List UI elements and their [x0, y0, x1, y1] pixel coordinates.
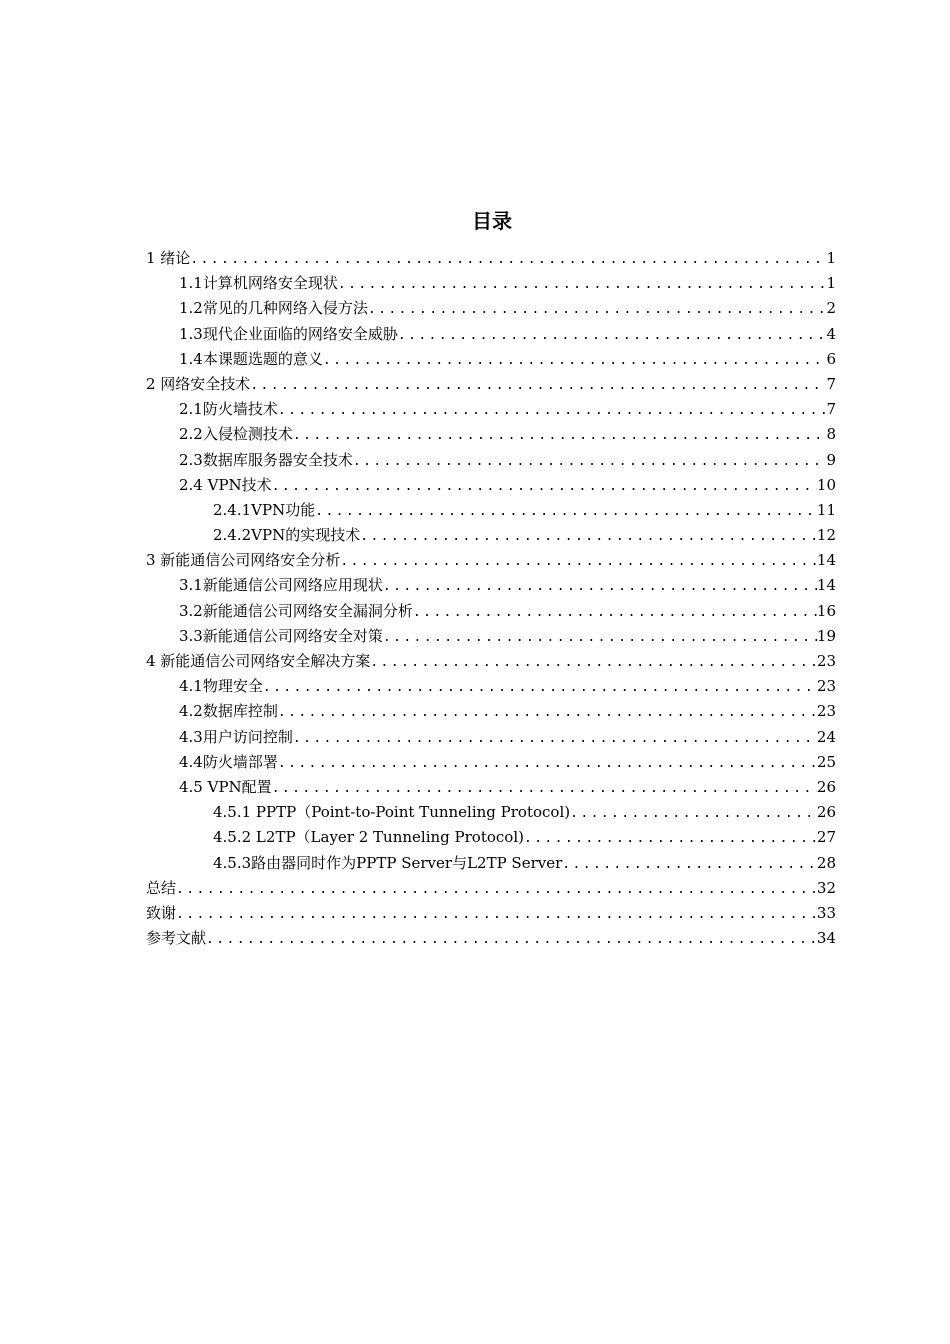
toc-entry-page-number: 10 — [816, 475, 836, 494]
toc-entry-page-number: 8 — [826, 425, 836, 444]
toc-entry[interactable] — [146, 725, 836, 750]
toc-entry-page-number: 27 — [816, 828, 836, 847]
toc-entry-label: 4.1物理安全 — [179, 677, 263, 696]
toc-entry-label: 2.2入侵检测技术 — [179, 425, 293, 444]
toc-entry[interactable] — [146, 901, 836, 926]
toc-entry-label: 4.5.1 PPTP（Point-to-Point Tunneling Protocol) — [213, 803, 571, 822]
toc-entry-label: 4.4防火墙部署 — [179, 752, 278, 771]
toc-entry-label: 1.4本课题选题的意义 — [179, 349, 323, 368]
toc-entry-page-number: 7 — [826, 400, 836, 419]
page-title: 目录 — [472, 209, 512, 233]
toc-entry-page-number: 16 — [816, 601, 836, 620]
toc-entry-page-number: 24 — [816, 727, 836, 746]
toc-dot-leader — [570, 800, 817, 826]
toc-entry-page-number: 34 — [816, 929, 836, 948]
toc-entry[interactable] — [146, 322, 836, 347]
toc-entry-label: 2.1防火墙技术 — [179, 400, 278, 419]
toc-entry-page-number: 33 — [816, 903, 836, 922]
toc-entry-page-number: 14 — [816, 551, 836, 570]
toc-dot-leader — [206, 926, 817, 952]
toc-entry-page-number: 1 — [826, 249, 836, 267]
toc-dot-leader — [272, 775, 817, 801]
toc-entry-page-number: 7 — [826, 374, 836, 393]
toc-entry-page-number: 26 — [816, 777, 836, 796]
toc-entry[interactable] — [146, 599, 836, 624]
toc-dot-leader — [315, 498, 817, 524]
toc-dot-leader — [524, 825, 817, 851]
toc-entry-page-number: 4 — [826, 324, 836, 343]
toc-dot-leader — [293, 422, 827, 448]
toc-entry-page-number: 23 — [816, 677, 836, 696]
toc-entry-page-number: 6 — [826, 349, 836, 368]
toc-entry-page-number: 12 — [816, 526, 836, 545]
toc-entry[interactable] — [146, 347, 836, 372]
toc-dot-leader — [278, 397, 827, 423]
toc-entry-label: 1.3现代企业面临的网络安全威胁 — [179, 324, 398, 343]
toc-entry-page-number: 11 — [816, 500, 836, 519]
toc-entry-label: 1.2常见的几种网络入侵方法 — [179, 299, 368, 318]
toc-entry-page-number: 26 — [816, 803, 836, 822]
toc-entry[interactable] — [146, 800, 836, 825]
toc-entry[interactable] — [146, 674, 836, 699]
toc-entry-page-number: 25 — [816, 752, 836, 771]
toc-entry-label: 4.5.2 L2TP（Layer 2 Tunneling Protocol) — [213, 828, 524, 847]
toc-entry-label: 4.3用户访问控制 — [179, 727, 293, 746]
toc-dot-leader — [368, 296, 827, 322]
toc-entry-label: 3.1新能通信公司网络应用现状 — [179, 576, 383, 595]
toc-entry-page-number: 23 — [816, 652, 836, 670]
toc-dot-leader — [353, 448, 827, 474]
toc-entry-page-number: 28 — [816, 853, 836, 872]
toc-dot-leader — [398, 322, 827, 348]
toc-entry[interactable] — [146, 926, 836, 951]
toc-entry-label: 4.5 VPN配置 — [179, 777, 272, 796]
toc-entry[interactable] — [146, 271, 836, 296]
toc-dot-leader — [293, 725, 817, 751]
toc-dot-leader — [278, 750, 817, 776]
toc-entry[interactable] — [146, 851, 836, 876]
toc-dot-leader — [370, 649, 817, 675]
toc-entry-page-number: 1 — [826, 274, 836, 293]
toc-entry-page-number: 32 — [816, 878, 836, 897]
table-of-contents — [146, 246, 836, 951]
toc-entry[interactable] — [146, 473, 836, 498]
toc-entry[interactable] — [146, 296, 836, 321]
toc-entry[interactable] — [146, 397, 836, 422]
toc-entry[interactable] — [146, 750, 836, 775]
toc-dot-leader — [263, 674, 817, 700]
toc-entry[interactable] — [146, 649, 836, 674]
toc-entry-label: 2 网络安全技术 — [146, 374, 251, 393]
toc-dot-leader — [190, 246, 826, 272]
toc-dot-leader — [176, 876, 817, 902]
toc-entry-label: 2.4.2VPN的实现技术 — [213, 526, 361, 545]
toc-entry-page-number: 19 — [816, 626, 836, 645]
toc-entry-label: 1 绪论 — [146, 249, 191, 267]
toc-entry[interactable] — [146, 775, 836, 800]
toc-entry[interactable] — [146, 573, 836, 598]
toc-entry[interactable] — [146, 372, 836, 397]
toc-dot-leader — [278, 699, 817, 725]
toc-entry-label: 4.2数据库控制 — [179, 702, 278, 721]
toc-entry-label: 3 新能通信公司网络安全分析 — [146, 551, 341, 570]
toc-entry-label: 总结 — [146, 878, 177, 897]
toc-dot-leader — [323, 347, 827, 373]
toc-dot-leader — [360, 523, 817, 549]
toc-dot-leader — [383, 624, 817, 650]
toc-dot-leader — [250, 372, 826, 398]
toc-entry[interactable] — [146, 246, 836, 271]
toc-entry-page-number: 2 — [826, 299, 836, 318]
toc-entry[interactable] — [146, 876, 836, 901]
toc-entry-label: 3.2新能通信公司网络安全漏洞分析 — [179, 601, 413, 620]
toc-dot-leader — [176, 901, 817, 927]
toc-entry-label: 致谢 — [146, 903, 177, 922]
toc-entry[interactable] — [146, 548, 836, 573]
toc-entry-label: 3.3新能通信公司网络安全对策 — [179, 626, 383, 645]
toc-entry-label: 4.5.3路由器同时作为PPTP Server与L2TP Server — [213, 853, 563, 872]
toc-entry-page-number: 9 — [826, 450, 836, 469]
toc-entry[interactable] — [146, 825, 836, 850]
toc-dot-leader — [338, 271, 827, 297]
toc-entry-label: 2.4.1VPN功能 — [213, 500, 316, 519]
toc-dot-leader — [340, 548, 817, 574]
toc-entry[interactable] — [146, 422, 836, 447]
toc-entry[interactable] — [146, 498, 836, 523]
toc-entry[interactable] — [146, 448, 836, 473]
toc-entry-page-number: 14 — [816, 576, 836, 595]
toc-entry[interactable] — [146, 699, 836, 724]
toc-dot-leader — [383, 573, 817, 599]
toc-entry-label: 参考文献 — [146, 929, 207, 948]
toc-entry-label: 2.4 VPN技术 — [179, 475, 272, 494]
toc-dot-leader — [562, 851, 817, 877]
toc-entry-page-number: 23 — [816, 702, 836, 721]
toc-entry[interactable] — [146, 523, 836, 548]
toc-entry-label: 2.3数据库服务器安全技术 — [179, 450, 353, 469]
toc-dot-leader — [272, 473, 817, 499]
toc-entry[interactable] — [146, 624, 836, 649]
toc-dot-leader — [413, 599, 817, 625]
toc-entry-label: 1.1计算机网络安全现状 — [179, 274, 338, 293]
toc-entry-label: 4 新能通信公司网络安全解决方案 — [146, 652, 371, 670]
